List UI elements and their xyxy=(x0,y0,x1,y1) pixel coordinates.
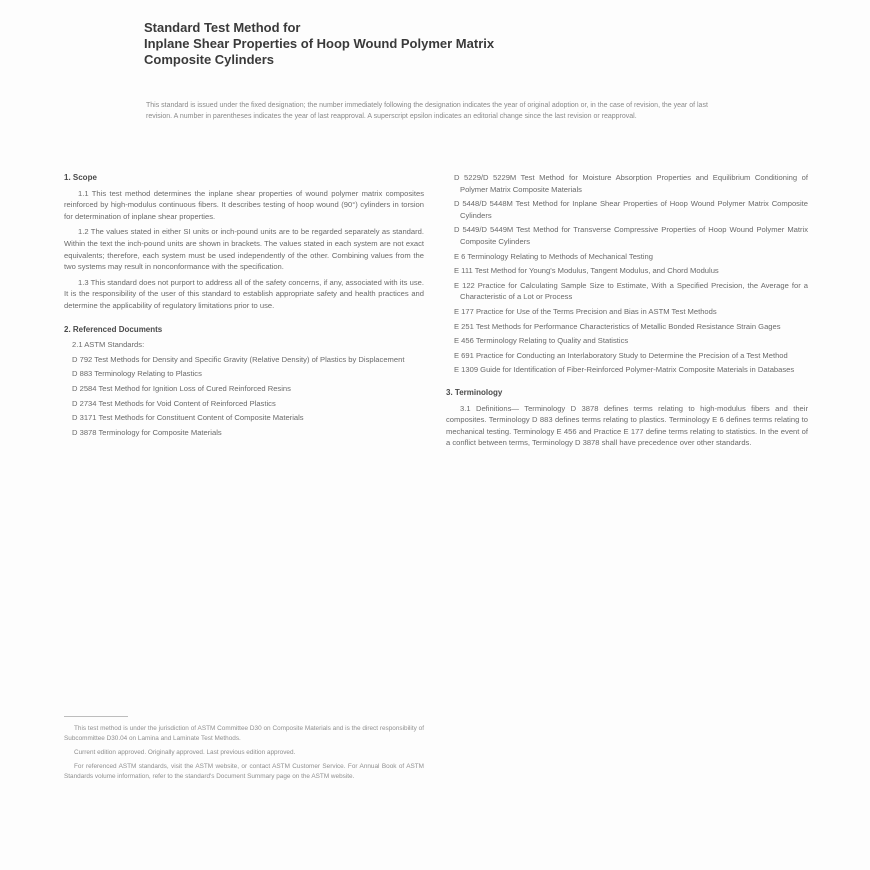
title-line-3: Composite Cylinders xyxy=(144,52,275,67)
footnotes xyxy=(64,724,424,786)
reference-item: D 5449/D 5449M Test Method for Transverse Compressive Properties of Hoop Wound Polymer Matrix Composite Cylinders xyxy=(454,225,808,246)
reference-item: E 111 Test Method for Young's Modulus, Tangent Modulus, and Chord Modulus xyxy=(454,266,719,276)
footnote: For referenced ASTM standards, visit the ASTM website, or contact ASTM Customer Service. For Annual Book of ASTM Standards volume information, refer to the standard's Document Summary page on the ASTM website. xyxy=(64,763,424,780)
scope-paragraph: 1.1 This test method determines the inplane shear properties of wound polymer matrix composites reinforced by high-modulus continuous fibers. It describes testing of hoop wound (90°) cylinders in torsion for determination of inplane shear properties. xyxy=(64,188,424,221)
title-line-1: Standard Test Method for xyxy=(144,20,301,35)
title-line-2: Inplane Shear Properties of Hoop Wound Polymer Matrix xyxy=(144,36,495,51)
terminology-heading: 3. Terminology xyxy=(446,387,503,397)
scope-paragraph: 1.2 The values stated in either SI units or inch-pound units are to be regarded separately as standard. Within the text the inch-pound units are shown in brackets. The values stated in each system are not exact equivalents; therefore, each system must be used independently of the other. Combining values from the two systems may result in nonconformance with the specification. xyxy=(64,227,424,272)
terminology-paragraph: 3.1 Definitions— Terminology D 3878 defines terms relating to high-modulus fibers and their composites. Terminology D 883 defines terms relating to plastics. Terminology E 6 defines terms relating to mechanical testing. Terminology E 456 and Practice E 177 define terms relating to statistics. In the event of a conflict between terms, Terminology D 3878 shall have precedence over other standards. xyxy=(446,403,808,448)
reference-item: D 2584 Test Method for Ignition Loss of Cured Reinforced Resins xyxy=(72,383,291,393)
right-column xyxy=(446,172,808,453)
scope-paragraph: 1.3 This standard does not purport to address all of the safety concerns, if any, associated with its use. It is the responsibility of the user of this standard to establish appropriate safety and health practices and determine the applicability of regulatory limitations prior to use. xyxy=(64,277,424,310)
reference-item: D 5448/D 5448M Test Method for Inplane Shear Properties of Hoop Wound Polymer Matrix Composite Cylinders xyxy=(454,199,808,220)
footnote: This test method is under the jurisdiction of ASTM Committee D30 on Composite Materials and is the direct responsibility of Subcommittee D30.04 on Lamina and Laminate Test Methods. xyxy=(64,725,424,742)
left-column xyxy=(64,172,424,441)
reference-item: E 6 Terminology Relating to Methods of Mechanical Testing xyxy=(454,251,653,261)
reference-item: D 3171 Test Methods for Constituent Content of Composite Materials xyxy=(72,413,304,423)
reference-item: D 3878 Terminology for Composite Materials xyxy=(72,427,222,437)
reference-item: E 251 Test Methods for Performance Characteristics of Metallic Bonded Resistance Strain Gages xyxy=(454,321,781,331)
title-block xyxy=(144,20,744,68)
abstract: This standard is issued under the fixed designation; the number immediately following the designation indicates the year of original adoption or, in the case of revision, the year of last revision. A number in parentheses indicates the year of last reapproval. A superscript epsilon indicates an editorial change since the last revision or reapproval. xyxy=(146,102,708,120)
reference-item: D 2734 Test Methods for Void Content of Reinforced Plastics xyxy=(72,398,276,408)
reference-item: E 122 Practice for Calculating Sample Size to Estimate, With a Specified Precision, the Average for a Characteristic of a Lot or Process xyxy=(454,280,808,302)
reference-item: E 456 Terminology Relating to Quality and Statistics xyxy=(454,336,629,346)
footnote: Current edition approved. Originally approved. Last previous edition approved. xyxy=(74,749,296,756)
reference-item: E 1309 Guide for Identification of Fiber-Reinforced Polymer-Matrix Composite Materials in Databases xyxy=(454,365,795,375)
reference-item: 2.1 ASTM Standards: xyxy=(72,340,145,350)
reference-item: D 883 Terminology Relating to Plastics xyxy=(72,369,202,379)
reference-item: D 792 Test Methods for Density and Specific Gravity (Relative Density) of Plastics by Displacement xyxy=(72,354,405,364)
footnote-divider xyxy=(64,716,128,717)
reference-item: E 177 Practice for Use of the Terms Precision and Bias in ASTM Test Methods xyxy=(454,306,717,316)
referenced-documents-heading: 2. Referenced Documents xyxy=(64,324,163,334)
scope-heading: 1. Scope xyxy=(64,173,97,182)
reference-item: D 5229/D 5229M Test Method for Moisture Absorption Properties and Equilibrium Conditioning of Polymer Matrix Composite Materials xyxy=(454,173,808,194)
reference-item: E 691 Practice for Conducting an Interlaboratory Study to Determine the Precision of a Test Method xyxy=(454,350,788,360)
